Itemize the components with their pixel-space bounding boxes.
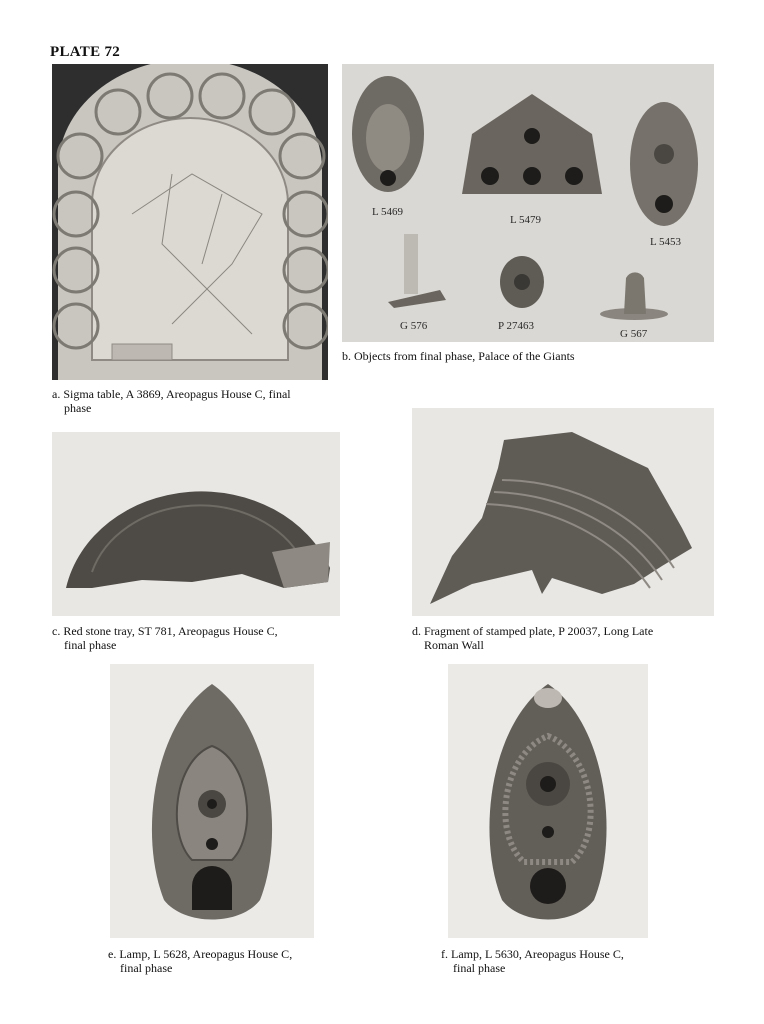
photo-lamp-L5628 — [110, 664, 314, 938]
caption-f-line1: f. Lamp, L 5630, Areopagus House C, — [441, 947, 624, 961]
label-G567: G 567 — [620, 328, 648, 340]
caption-d-line1: d. Fragment of stamped plate, P 20037, Long Late — [412, 624, 654, 638]
caption-b: b. Objects from final phase, Palace of the Giants — [342, 349, 575, 363]
photo-sigma-table — [52, 64, 328, 380]
photo-stamped-plate — [412, 408, 714, 616]
caption-c-line1: c. Red stone tray, ST 781, Areopagus House C, — [52, 624, 278, 638]
caption-a-line2: phase — [64, 401, 92, 415]
label-L5479: L 5479 — [510, 214, 542, 226]
caption-c-line2: final phase — [64, 638, 117, 652]
caption-d-line2: Roman Wall — [424, 638, 484, 652]
caption-e-line2: final phase — [120, 961, 173, 975]
photo-lamp-L5630 — [448, 664, 648, 938]
caption-e-line1: e. Lamp, L 5628, Areopagus House C, — [108, 947, 293, 961]
label-G576: G 576 — [400, 320, 428, 332]
label-P27463: P 27463 — [498, 320, 534, 332]
photo-red-stone-tray — [52, 432, 340, 616]
label-L5453: L 5453 — [650, 236, 682, 248]
caption-d — [412, 624, 714, 652]
label-L5469: L 5469 — [372, 206, 404, 218]
caption-f-line2: final phase — [453, 961, 506, 975]
caption-c — [52, 624, 352, 652]
caption-e — [108, 947, 368, 975]
plate-title: PLATE 72 — [50, 44, 121, 60]
caption-a-line1: a. Sigma table, A 3869, Areopagus House C, final — [52, 387, 291, 401]
caption-f — [441, 947, 701, 975]
photo-objects-palace — [342, 64, 714, 342]
caption-a — [52, 387, 342, 415]
